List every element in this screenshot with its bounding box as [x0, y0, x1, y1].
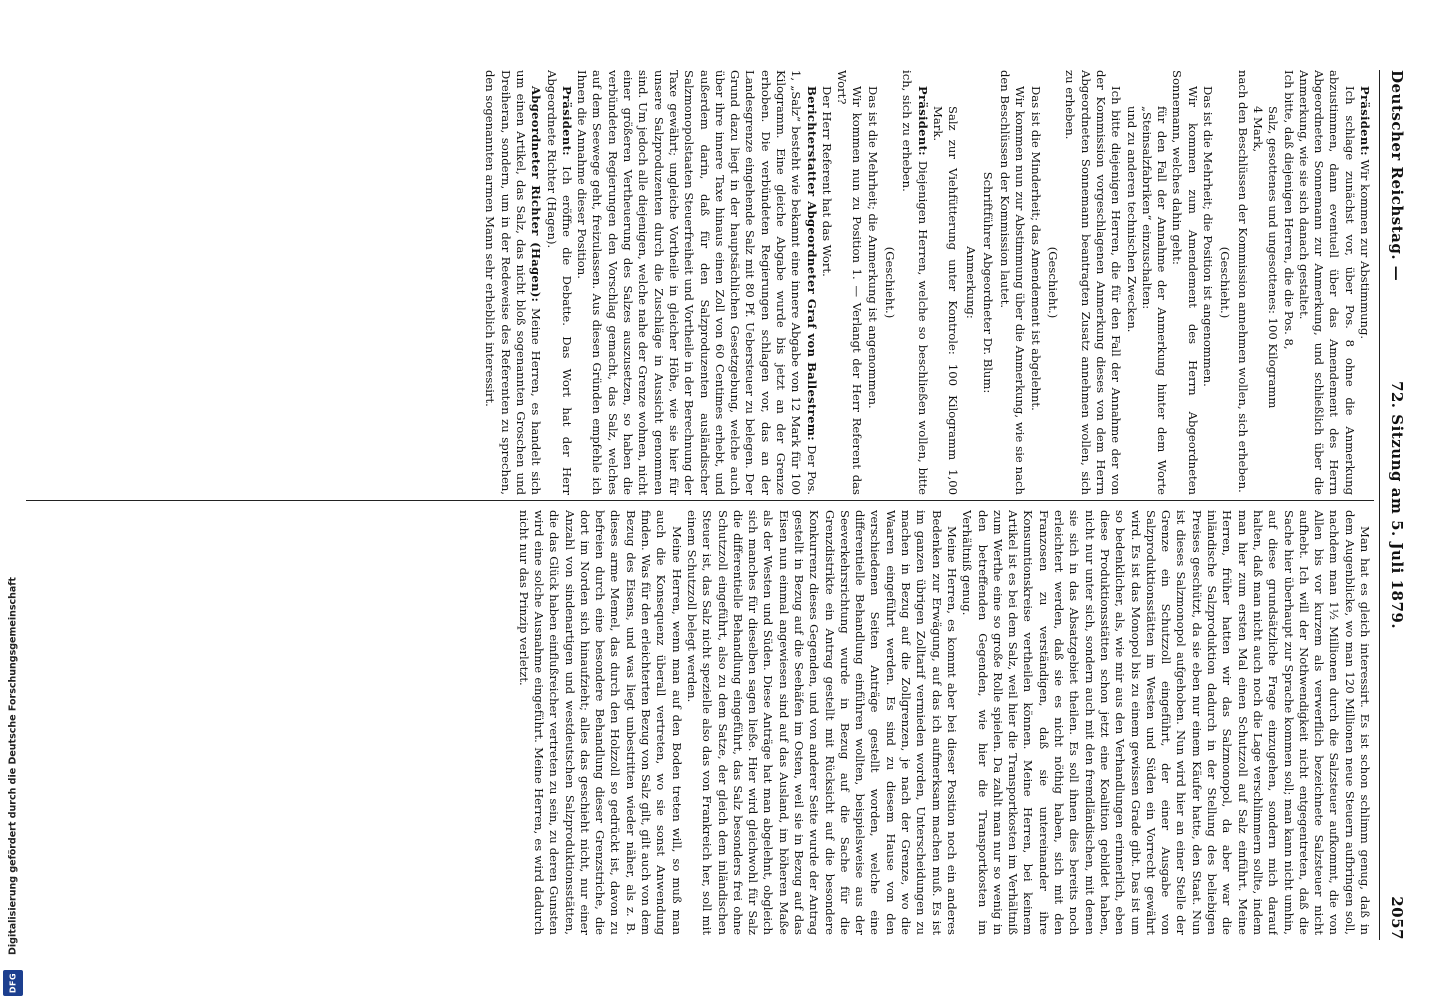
left-column-paragraph [1062, 70, 1123, 495]
left-column-paragraph [962, 70, 977, 495]
paragraph-text: (Geschieht.) [1046, 246, 1061, 319]
right-column-paragraph [959, 510, 1372, 935]
paragraph-text: (Geschieht.) [883, 246, 898, 319]
right-column [22, 510, 1372, 935]
speaker-name: Abgeordneter Richter (Hagen): [529, 86, 544, 303]
paragraph-text: Meine Herren, es handelt sich um einen Artikel, das Salz, das nicht bloß sogenannten Groschen und Dreiheran, sondern, um in der Redeweise des Referenten zu sprechen, den sogenannten armen Mann sehr erheblich interessirt. [483, 70, 544, 495]
left-column-paragraph [930, 70, 961, 495]
speaker-name: Präsident: [559, 86, 574, 156]
paragraph-text: Ich eröffne die Debatte. Das Wort hat der Herr Abgeordnete Richter (Hagen). [544, 70, 574, 495]
paragraph-text: Wir kommen zur Abstimmung. [1358, 159, 1372, 340]
paragraph-text: Anmerkung: [963, 246, 978, 319]
paragraph-text: Diejenigen Herren, welche so beschließen wollen, bitte ich, sich zu erheben. [900, 70, 930, 495]
left-column-paragraph [574, 70, 819, 495]
left-column-paragraph [1169, 70, 1200, 495]
speaker-name: Präsident: [1358, 86, 1372, 156]
left-column-paragraph [865, 70, 880, 495]
page-number: 2057 [1388, 896, 1406, 940]
paragraph-text: Salz, gesottenes und ungesottenes: 100 Kilogramm [1266, 106, 1281, 409]
paragraph-text: Das ist die Minderheit; das Amendement ist abgelehnt. [1028, 86, 1043, 411]
paragraph-text: Wir kommen zum Amendement des Herrn Abgeordneten Sonnemann, welches dahin geht: [1170, 70, 1200, 495]
left-column-paragraph [997, 70, 1028, 495]
paragraph-text: Schriftführer Abgeordneter Dr. Blum: [980, 171, 995, 394]
left-column-paragraph [1357, 70, 1372, 495]
paragraph-text: Wir kommen nun zur Abstimmung über die Anmerkung, wie sie nach den Beschlüssen der Kommission lautet. [998, 70, 1028, 495]
paragraph-text: für den Fall der Annahme der Anmerkung hinter dem Worte „Steinsalzfabriken“ einzuschalten: [1139, 106, 1170, 495]
digitization-note-text: Digitalisierung gefördert durch die Deutsche Forschungsgemeinschaft [7, 577, 19, 955]
left-column-paragraph [882, 70, 897, 495]
paragraph-text: Der Pos. 1, „Salz“ besteht wie bekannt eine innere Abgabe von 12 Mark für 100 Kilogramm. Eine gleiche Abgabe wurde bis jetzt an der Grenze erhoben. Die verbündeten Regierungen schlagen vor, das an der Landesgrenze eingehende Salz mit 80 Pf. Uebersteuer zu belegen. Der Grund dazu liegt in der hauptsächlichen Gesetzgebung, welche auch über ihre innere Taxe hinaus einen Zoll von 60 Centimes erhebt, und außerdem darin, daß für den Salzproduzenten ausländischer Salzmonopolstaaten Steuerfreiheit und Vortheile in der Berechnung der Taxe gewährt; ungleiche Vortheile in gleicher Höhe, wie sie hier für unsere Salzproduzenten durch die Zuschläge in Aussicht genommen sind. Um jedoch alle diejenigen, welche nahe der Grenze wohnen, nicht einer größeren Vertheuerung des Salzes auszusetzen, so haben die verbündeten Regierungen den Vorschlag gemacht, das Salz, welches auf dem Seewege geht, freizulassen. Aus diesen Gründen empfehle ich Ihnen die Annahme dieser Position. [575, 70, 819, 495]
left-column-paragraph [1280, 70, 1295, 495]
paragraph-text: Meine Herren, es kommt aber bei dieser Position noch ein anderes Bedenken zur Erwägung, auf das ich aufmerksam machen muß. Es ist im ganzen übrigen Zolltarif vermieden worden, Unterscheidungen zu machen in Bezug auf die Zollgrenzen, je nach der Grenze, wo die Waaren eingeführt werden. Es sind zu diesem Hause von den verschiedenen Seiten Anträge gestellt worden, welche eine differentielle Behandlung einführen wollten, beispielsweise aus der Seeverkehrsrichtung wurde in Bezug auf die Sache für die Grenzdistrikte ein Antrag gestellt mit Rücksicht auf die besondere Konkurrenz dieses Gegenden, und von anderer Seite wurde der Antrag gestellt in Bezug auf die Seehäfen im Osten, weil sie in Bezug auf das Eisen nun einmal angewiesen sind auf das Ausland, im höheren Maße als der Westen und Süden. Diese Anträge hat man abgelehnt, obgleich sich manches für dieselben sagen ließe. Hier wird gleichwohl für Salz die differentielle Behandlung eingeführt, das Salz besonders frei ohne Schutzzoll eingeführt, also zu dem Satze, der gleich dem inländischen Steuer ist, das Salz nicht spezielle also das von Frankreich her, soll mit einem Schutzzoll belegt werden. [684, 510, 959, 935]
speaker-name: Berichterstatter Abgeordneter Graf von Ballestrem: [804, 86, 819, 441]
header-session: 72. Sitzung am 5. Juli 1879. [1388, 380, 1406, 630]
left-column-paragraph [1027, 70, 1042, 495]
left-column-paragraph [543, 70, 574, 495]
right-column-paragraph [684, 510, 959, 935]
running-header [1382, 70, 1406, 940]
left-column-paragraph [1296, 70, 1357, 495]
paragraph-text: Salz zur Viehfütterung unter Kontrole: 100 Kilogramm 1,00 Mark. [930, 106, 961, 495]
digitization-footer [0, 0, 26, 1000]
paragraph-text: 4 Mark, [1250, 106, 1265, 153]
speaker-name: Präsident: [915, 86, 930, 156]
paragraph-text: Wir kommen nun zu Position 1. — Verlangt der Herr Referent das Wort? [835, 70, 865, 495]
left-column-paragraph [1250, 70, 1265, 495]
paragraph-text: Der Herr Referent hat das Wort. [819, 86, 834, 277]
left-column [22, 70, 1372, 495]
right-column-paragraph [515, 510, 683, 935]
paragraph-text: Das ist die Mehrheit; die Anmerkung ist angenommen. [865, 86, 880, 409]
paragraph-text: Meine Herren, wenn man auf den Boden treten will, so muß man auch die Konsequenz überall vertreten, wo sie sonst Anwendung finden. Was für den erleichterten Bezug von Salz gilt, gilt auch von dem Bezug des Eisens, und was liegt unbestritten wieder näher, als z. B. dieses arme Memel, das durch den Holzzoll so gedrückt ist, davon zu befreien durch eine besondere Behandlung dieser Grenzstriche, die dort im Norden sich hinaufzieht; alles das geschieht nicht, nur einer Anzahl von sindenartigen und westdeutschen Salzproduktionsstätten, die das Glück haben einflußreicher vertreten zu sein, zu deren Gunsten wird eine solche Ausnahme eingeführt. Meine Herren, es wird dadurch nicht nur das Prinzip verletzt. [516, 510, 684, 935]
dfg-logo [3, 970, 23, 996]
left-column-paragraph [1123, 70, 1138, 495]
left-column-paragraph [899, 70, 930, 495]
paragraph-text: Ich bitte, daß diejenigen Herren, die die Pos. 8, [1281, 70, 1296, 350]
digitization-note [2, 406, 24, 966]
header-rule [1379, 70, 1380, 940]
left-column-paragraph [834, 70, 865, 495]
left-column-paragraph [980, 70, 995, 495]
column-divider [14, 500, 1374, 501]
left-column-paragraph [1045, 70, 1060, 495]
paragraph-text: nach den Beschlüssen der Kommission annehmen wollen, sich erheben. [1235, 70, 1250, 493]
paragraph-text: und zu anderen technischen Zwecken. [1124, 106, 1139, 333]
header-title: Deutscher Reichstag. — [1388, 70, 1406, 282]
left-column-paragraph [482, 70, 543, 495]
left-column-paragraph [1217, 70, 1232, 495]
paragraph-text: Das ist die Mehrheit; die Position ist angenommen. [1201, 86, 1216, 387]
dfg-logo-text: DFG [8, 972, 18, 994]
left-column-paragraph [1200, 70, 1215, 495]
paragraph-text: Ich schlage zunächst vor, über Pos. 8 ohne die Anmerkung abzustimmen, dann eventuell über das Amendement des Herrn Abgeordneten Sonnemann zur Anmerkung, und schließlich über die Anmerkung, wie sie sich danach gestaltet. [1296, 70, 1357, 495]
paragraph-text: (Geschieht.) [1218, 246, 1233, 319]
left-column-paragraph [1265, 70, 1280, 495]
paragraph-text: Ich bitte diejenigen Herren, die für den Fall der Annahme der von der Kommission vorgeschlagenen Anmerkung dieses von dem Herrn Abgeordneten Sonnemann beantragten Zusatz annehmen wollen, sich zu erheben. [1063, 70, 1124, 495]
left-column-paragraph [1234, 70, 1249, 495]
left-column-paragraph [819, 70, 834, 495]
left-column-paragraph [1139, 70, 1170, 495]
paragraph-text: Man hat es gleich interessirt. Es ist schon schlimm genug, daß in dem Augenblicke, wo man 120 Millionen neue Steuern aufbringen soll, nachdem man 1½ Millionen durch die Salzsteuer aufkommt, die von Allen bis vor kurzem als verwerflich bezeichnete Salzsteuer nicht aufhebt. Ich will der Nothwendigkeit nicht entgegentreten, daß die Sache hier überhaupt zur Sprache kommen soll; man kann nicht umhin, auf diese grundsätzliche Frage einzugehen, sondern mich darauf halten, daß man nicht auch noch die Lage verschlimmern sollte, indem man hier zum ersten Mal einen Schutzzoll auf Salz einführt. Meine Herren, früher hatten wir das Salzmonopol, da aber war die inländische Salzproduktion dadurch in der Stellung des beliebigen Preises geschützt, da sie eben nur einem Käufer hatte, den Staat. Nun ist dieses Salzmonopol aufgehoben. Nun wird hier an einer Stelle der Grenze ein Schutzzoll eingeführt, der einer Ausgabe von Salzproduktionsstätten im Westen und Süden ein Vorrecht gewährt wird. Es ist das Monopol bis zu einem gewissen Grade gibt. Das ist um so bedenklicher, als, wie mir aus den Verhandlungen erinnerlich, eben diese Produktionsstätten schon jetzt eine Koalition gebildet haben, nicht nur unter sich, sondern auch mit den fremdländischen, mit denen sie sich in das Absatzgebiet theilen. Es soll ihnen dies bereits noch erleichtert werden, daß sie es nicht nöthig haben, sich mit den Franzosen zu verständigen, daß sie untereinander ihre Konsumtionskreise vertheilen können. Meine Herren, bei keinem Artikel ist es bei dem Salz, weil hier die Transportkosten im Verhältniß zum Werthe eine so große Rolle spielen. Da zahlt man nur so wenig in den betreffenden Gegenden, wie hier die Transportkosten im Verhältniß genug. [960, 510, 1372, 935]
